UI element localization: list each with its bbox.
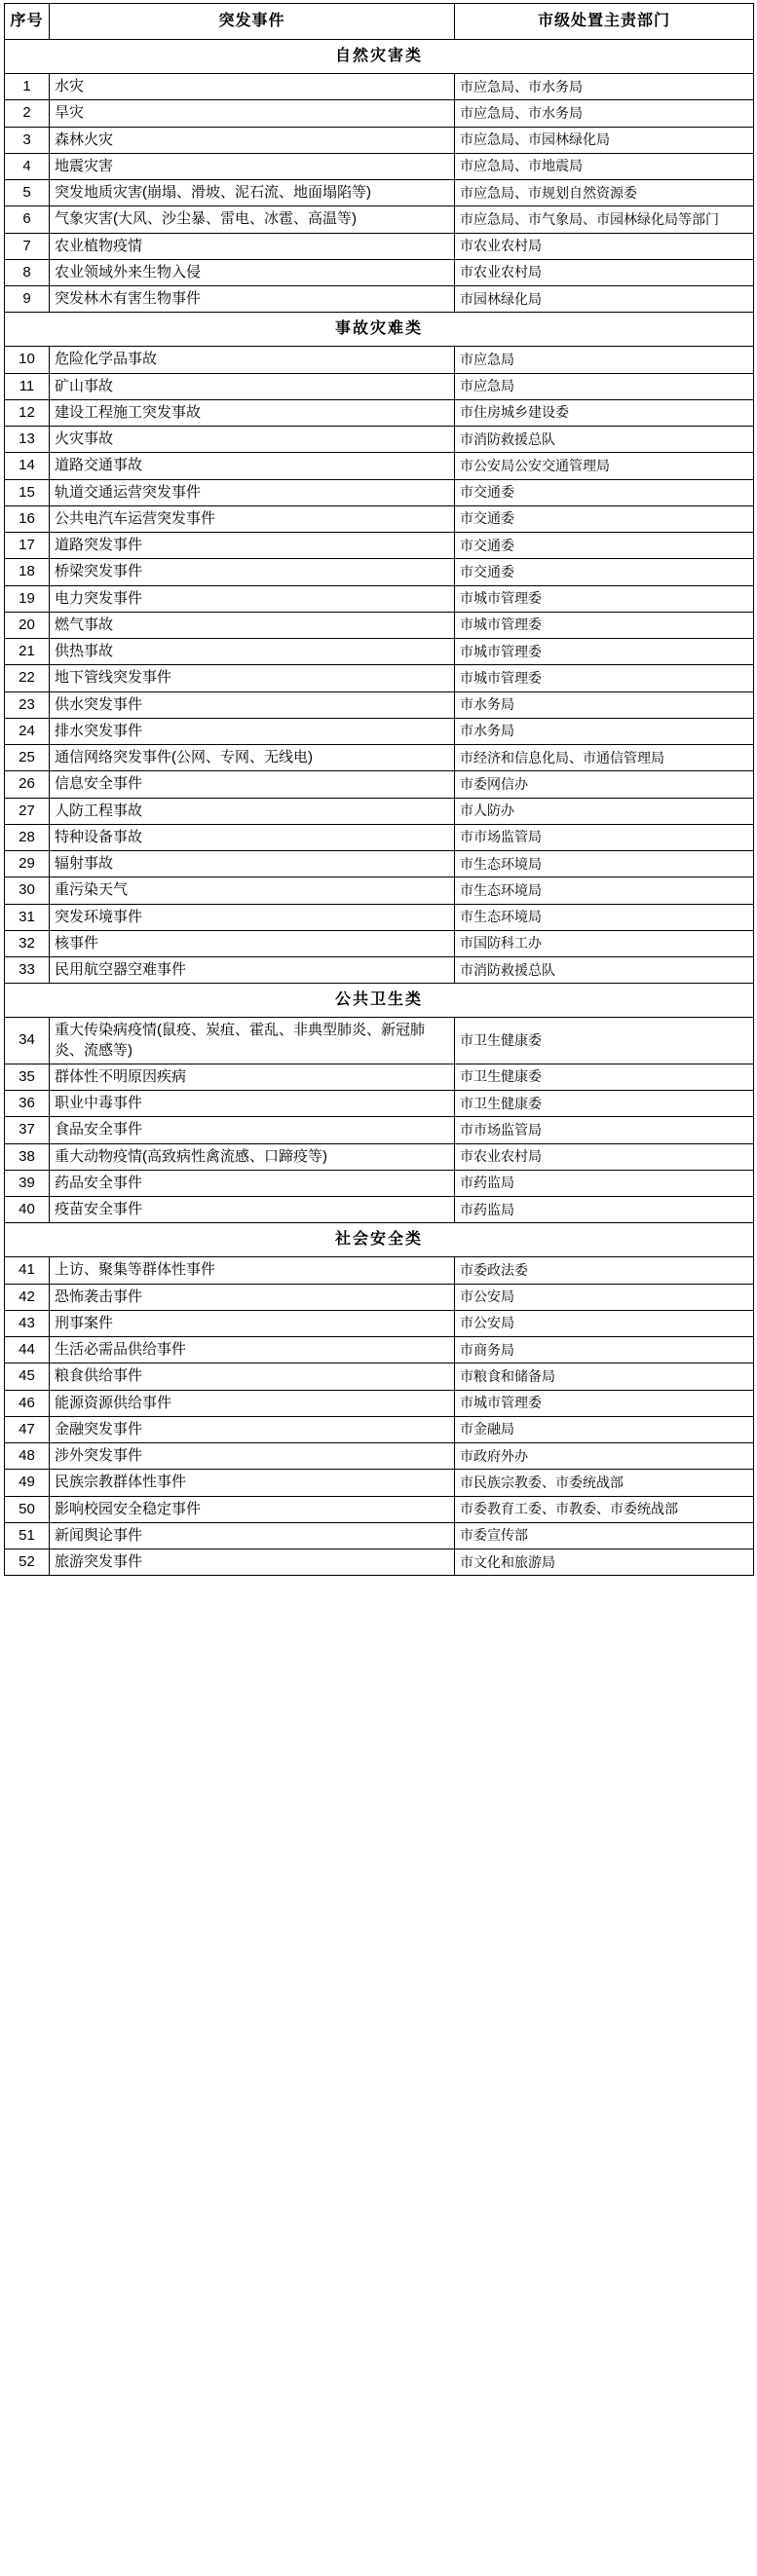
table-head xyxy=(5,4,754,40)
section-header-row xyxy=(5,984,754,1018)
cell-no: 36 xyxy=(5,1091,50,1117)
table-row xyxy=(5,74,754,100)
cell-no: 10 xyxy=(5,347,50,373)
cell-no: 47 xyxy=(5,1416,50,1442)
table-row xyxy=(5,771,754,798)
cell-dept: 市公安局公安交通管理局 xyxy=(455,453,754,479)
cell-dept: 市城市管理委 xyxy=(455,665,754,691)
cell-no: 3 xyxy=(5,127,50,153)
cell-no: 50 xyxy=(5,1496,50,1522)
table-row xyxy=(5,1091,754,1117)
cell-no: 2 xyxy=(5,100,50,127)
cell-event: 重大传染病疫情(鼠疫、炭疽、霍乱、非典型肺炎、新冠肺炎、流感等) xyxy=(50,1018,455,1064)
cell-dept: 市应急局 xyxy=(455,347,754,373)
cell-event: 森林火灾 xyxy=(50,127,455,153)
cell-event: 群体性不明原因疾病 xyxy=(50,1064,455,1090)
cell-event: 疫苗安全事件 xyxy=(50,1197,455,1223)
cell-no: 17 xyxy=(5,533,50,559)
table-row xyxy=(5,930,754,956)
cell-dept: 市交通委 xyxy=(455,505,754,532)
cell-event: 公共电汽车运营突发事件 xyxy=(50,505,455,532)
cell-event: 轨道交通运营突发事件 xyxy=(50,479,455,505)
cell-event: 气象灾害(大风、沙尘暴、雷电、冰雹、高温等) xyxy=(50,206,455,233)
cell-event: 矿山事故 xyxy=(50,373,455,399)
cell-event: 排水突发事件 xyxy=(50,718,455,744)
cell-no: 5 xyxy=(5,180,50,206)
cell-dept: 市金融局 xyxy=(455,1416,754,1442)
cell-dept: 市应急局、市规划自然资源委 xyxy=(455,180,754,206)
cell-dept: 市农业农村局 xyxy=(455,1143,754,1170)
cell-event: 核事件 xyxy=(50,930,455,956)
cell-event: 恐怖袭击事件 xyxy=(50,1284,455,1310)
cell-no: 16 xyxy=(5,505,50,532)
cell-dept: 市农业农村局 xyxy=(455,259,754,285)
cell-no: 27 xyxy=(5,798,50,824)
cell-no: 8 xyxy=(5,259,50,285)
cell-dept: 市应急局、市地震局 xyxy=(455,153,754,179)
cell-dept: 市消防救援总队 xyxy=(455,957,754,984)
table-row xyxy=(5,453,754,479)
cell-no: 44 xyxy=(5,1337,50,1363)
column-header-no: 序号 xyxy=(5,4,50,40)
table-row xyxy=(5,533,754,559)
cell-dept: 市卫生健康委 xyxy=(455,1064,754,1090)
cell-event: 重污染天气 xyxy=(50,877,455,904)
cell-event: 危险化学品事故 xyxy=(50,347,455,373)
cell-event: 民族宗教群体性事件 xyxy=(50,1470,455,1496)
cell-dept: 市药监局 xyxy=(455,1170,754,1196)
cell-event: 旅游突发事件 xyxy=(50,1549,455,1576)
cell-no: 32 xyxy=(5,930,50,956)
cell-event: 人防工程事故 xyxy=(50,798,455,824)
cell-event: 突发地质灾害(崩塌、滑坡、泥石流、地面塌陷等) xyxy=(50,180,455,206)
table-row xyxy=(5,612,754,638)
cell-no: 31 xyxy=(5,904,50,930)
cell-event: 生活必需品供给事件 xyxy=(50,1337,455,1363)
cell-dept: 市粮食和储备局 xyxy=(455,1363,754,1390)
table-row xyxy=(5,1170,754,1196)
table-row xyxy=(5,153,754,179)
cell-event: 突发环境事件 xyxy=(50,904,455,930)
table-row xyxy=(5,1143,754,1170)
cell-no: 42 xyxy=(5,1284,50,1310)
table-row xyxy=(5,505,754,532)
cell-dept: 市委教育工委、市教委、市委统战部 xyxy=(455,1496,754,1522)
table-row xyxy=(5,1390,754,1416)
cell-dept: 市农业农村局 xyxy=(455,233,754,259)
cell-event: 新闻舆论事件 xyxy=(50,1522,455,1549)
cell-event: 特种设备事故 xyxy=(50,824,455,850)
cell-dept: 市公安局 xyxy=(455,1284,754,1310)
table-row xyxy=(5,1443,754,1470)
table-row xyxy=(5,427,754,453)
cell-no: 49 xyxy=(5,1470,50,1496)
cell-no: 34 xyxy=(5,1018,50,1064)
table-row xyxy=(5,904,754,930)
cell-no: 48 xyxy=(5,1443,50,1470)
cell-no: 45 xyxy=(5,1363,50,1390)
cell-no: 19 xyxy=(5,585,50,612)
cell-dept: 市药监局 xyxy=(455,1197,754,1223)
cell-dept: 市卫生健康委 xyxy=(455,1091,754,1117)
cell-dept: 市经济和信息化局、市通信管理局 xyxy=(455,745,754,771)
section-header-row xyxy=(5,1223,754,1257)
table-row xyxy=(5,1337,754,1363)
cell-dept: 市应急局、市水务局 xyxy=(455,74,754,100)
cell-no: 29 xyxy=(5,851,50,877)
table-row xyxy=(5,559,754,585)
table-row xyxy=(5,1470,754,1496)
table-row xyxy=(5,639,754,665)
cell-no: 37 xyxy=(5,1117,50,1143)
cell-dept: 市城市管理委 xyxy=(455,1390,754,1416)
cell-no: 7 xyxy=(5,233,50,259)
table-row xyxy=(5,1284,754,1310)
cell-no: 18 xyxy=(5,559,50,585)
cell-event: 辐射事故 xyxy=(50,851,455,877)
cell-no: 20 xyxy=(5,612,50,638)
emergency-responsibility-table xyxy=(4,3,754,1576)
section-title: 公共卫生类 xyxy=(5,984,754,1018)
cell-event: 地震灾害 xyxy=(50,153,455,179)
cell-no: 25 xyxy=(5,745,50,771)
table-row xyxy=(5,691,754,718)
cell-event: 水灾 xyxy=(50,74,455,100)
cell-no: 28 xyxy=(5,824,50,850)
cell-event: 药品安全事件 xyxy=(50,1170,455,1196)
table-row xyxy=(5,347,754,373)
section-header-row xyxy=(5,313,754,347)
cell-dept: 市市场监管局 xyxy=(455,1117,754,1143)
cell-event: 重大动物疫情(高致病性禽流感、口蹄疫等) xyxy=(50,1143,455,1170)
table-row xyxy=(5,1197,754,1223)
cell-no: 46 xyxy=(5,1390,50,1416)
table-row xyxy=(5,206,754,233)
table-row xyxy=(5,1522,754,1549)
table-row xyxy=(5,259,754,285)
cell-no: 1 xyxy=(5,74,50,100)
cell-dept: 市交通委 xyxy=(455,533,754,559)
cell-no: 13 xyxy=(5,427,50,453)
table-header-row xyxy=(5,4,754,40)
cell-no: 14 xyxy=(5,453,50,479)
cell-dept: 市城市管理委 xyxy=(455,585,754,612)
cell-event: 影响校园安全稳定事件 xyxy=(50,1496,455,1522)
cell-no: 35 xyxy=(5,1064,50,1090)
cell-no: 22 xyxy=(5,665,50,691)
cell-event: 职业中毒事件 xyxy=(50,1091,455,1117)
cell-event: 通信网络突发事件(公网、专网、无线电) xyxy=(50,745,455,771)
cell-event: 涉外突发事件 xyxy=(50,1443,455,1470)
table-row xyxy=(5,585,754,612)
table-row xyxy=(5,851,754,877)
cell-event: 建设工程施工突发事故 xyxy=(50,399,455,426)
section-header-row xyxy=(5,40,754,74)
column-header-dept: 市级处置主责部门 xyxy=(455,4,754,40)
cell-dept: 市商务局 xyxy=(455,1337,754,1363)
cell-dept: 市水务局 xyxy=(455,691,754,718)
cell-dept: 市应急局、市气象局、市园林绿化局等部门 xyxy=(455,206,754,233)
cell-no: 21 xyxy=(5,639,50,665)
cell-no: 51 xyxy=(5,1522,50,1549)
cell-no: 52 xyxy=(5,1549,50,1576)
cell-no: 33 xyxy=(5,957,50,984)
table-row xyxy=(5,479,754,505)
cell-event: 农业植物疫情 xyxy=(50,233,455,259)
cell-event: 能源资源供给事件 xyxy=(50,1390,455,1416)
cell-event: 供热事故 xyxy=(50,639,455,665)
cell-no: 38 xyxy=(5,1143,50,1170)
cell-no: 6 xyxy=(5,206,50,233)
cell-dept: 市委宣传部 xyxy=(455,1522,754,1549)
table-row xyxy=(5,286,754,313)
table-row xyxy=(5,1416,754,1442)
cell-dept: 市人防办 xyxy=(455,798,754,824)
table-row xyxy=(5,718,754,744)
table-row xyxy=(5,824,754,850)
cell-event: 桥梁突发事件 xyxy=(50,559,455,585)
table-row xyxy=(5,100,754,127)
section-title: 社会安全类 xyxy=(5,1223,754,1257)
table-row xyxy=(5,1363,754,1390)
table-row xyxy=(5,1064,754,1090)
cell-no: 12 xyxy=(5,399,50,426)
cell-dept: 市生态环境局 xyxy=(455,877,754,904)
table-row xyxy=(5,798,754,824)
cell-dept: 市城市管理委 xyxy=(455,612,754,638)
cell-no: 15 xyxy=(5,479,50,505)
cell-event: 电力突发事件 xyxy=(50,585,455,612)
table-row xyxy=(5,1496,754,1522)
cell-no: 23 xyxy=(5,691,50,718)
cell-no: 4 xyxy=(5,153,50,179)
table-row xyxy=(5,957,754,984)
cell-event: 粮食供给事件 xyxy=(50,1363,455,1390)
cell-event: 民用航空器空难事件 xyxy=(50,957,455,984)
cell-dept: 市委网信办 xyxy=(455,771,754,798)
table-row xyxy=(5,745,754,771)
cell-event: 突发林木有害生物事件 xyxy=(50,286,455,313)
cell-event: 道路交通事故 xyxy=(50,453,455,479)
cell-event: 食品安全事件 xyxy=(50,1117,455,1143)
table-row xyxy=(5,1018,754,1064)
cell-dept: 市民族宗教委、市委统战部 xyxy=(455,1470,754,1496)
table-row xyxy=(5,665,754,691)
cell-no: 43 xyxy=(5,1310,50,1336)
cell-no: 11 xyxy=(5,373,50,399)
cell-dept: 市住房城乡建设委 xyxy=(455,399,754,426)
cell-event: 信息安全事件 xyxy=(50,771,455,798)
table-row xyxy=(5,233,754,259)
cell-dept: 市公安局 xyxy=(455,1310,754,1336)
table-row xyxy=(5,1257,754,1284)
cell-event: 地下管线突发事件 xyxy=(50,665,455,691)
cell-dept: 市园林绿化局 xyxy=(455,286,754,313)
table-row xyxy=(5,373,754,399)
cell-dept: 市卫生健康委 xyxy=(455,1018,754,1064)
cell-event: 农业领域外来生物入侵 xyxy=(50,259,455,285)
cell-no: 39 xyxy=(5,1170,50,1196)
table-row xyxy=(5,1117,754,1143)
cell-dept: 市国防科工办 xyxy=(455,930,754,956)
cell-event: 旱灾 xyxy=(50,100,455,127)
cell-event: 上访、聚集等群体性事件 xyxy=(50,1257,455,1284)
cell-dept: 市消防救援总队 xyxy=(455,427,754,453)
cell-event: 供水突发事件 xyxy=(50,691,455,718)
cell-dept: 市市场监管局 xyxy=(455,824,754,850)
cell-dept: 市应急局、市园林绿化局 xyxy=(455,127,754,153)
cell-no: 40 xyxy=(5,1197,50,1223)
cell-no: 9 xyxy=(5,286,50,313)
table-body xyxy=(5,40,754,1576)
table-row xyxy=(5,127,754,153)
table-row xyxy=(5,180,754,206)
cell-dept: 市文化和旅游局 xyxy=(455,1549,754,1576)
cell-dept: 市交通委 xyxy=(455,479,754,505)
cell-dept: 市生态环境局 xyxy=(455,851,754,877)
cell-event: 金融突发事件 xyxy=(50,1416,455,1442)
cell-no: 30 xyxy=(5,877,50,904)
cell-event: 燃气事故 xyxy=(50,612,455,638)
table-row xyxy=(5,1549,754,1576)
cell-no: 41 xyxy=(5,1257,50,1284)
cell-no: 26 xyxy=(5,771,50,798)
table-row xyxy=(5,877,754,904)
section-title: 事故灾难类 xyxy=(5,313,754,347)
section-title: 自然灾害类 xyxy=(5,40,754,74)
table-row xyxy=(5,1310,754,1336)
cell-dept: 市应急局、市水务局 xyxy=(455,100,754,127)
cell-dept: 市委政法委 xyxy=(455,1257,754,1284)
cell-dept: 市生态环境局 xyxy=(455,904,754,930)
cell-dept: 市城市管理委 xyxy=(455,639,754,665)
cell-dept: 市交通委 xyxy=(455,559,754,585)
column-header-event: 突发事件 xyxy=(50,4,455,40)
cell-event: 刑事案件 xyxy=(50,1310,455,1336)
cell-dept: 市水务局 xyxy=(455,718,754,744)
cell-event: 道路突发事件 xyxy=(50,533,455,559)
table-row xyxy=(5,399,754,426)
cell-dept: 市应急局 xyxy=(455,373,754,399)
cell-no: 24 xyxy=(5,718,50,744)
cell-event: 火灾事故 xyxy=(50,427,455,453)
cell-dept: 市政府外办 xyxy=(455,1443,754,1470)
